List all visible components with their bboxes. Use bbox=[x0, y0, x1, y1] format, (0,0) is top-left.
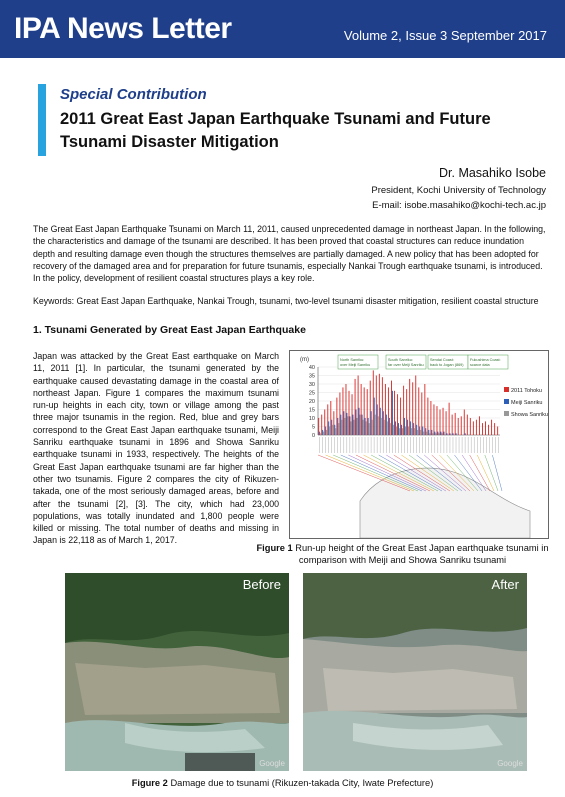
chart-legend-label: Showa Sanriku bbox=[511, 412, 548, 418]
before-aerial-image bbox=[65, 573, 289, 771]
chart-bar bbox=[374, 398, 375, 435]
chart-region-label: Sendai Coast: bbox=[430, 358, 454, 362]
chart-bar bbox=[381, 418, 382, 435]
chart-bar bbox=[427, 398, 428, 435]
author-email: E-mail: isobe.masahiko@kochi-tech.ac.jp bbox=[372, 200, 546, 211]
chart-bar bbox=[456, 433, 457, 435]
chart-region-label: Fukushima Coast: bbox=[470, 358, 501, 362]
chart-bar bbox=[485, 421, 486, 435]
chart-bar bbox=[384, 420, 385, 435]
chart-bar bbox=[417, 430, 418, 435]
chart-bar bbox=[491, 420, 492, 435]
chart-bar bbox=[367, 389, 368, 435]
chart-bar bbox=[359, 408, 360, 435]
figure-1-caption-text: Run-up height of the Great East Japan earthquake tsunami in comparison with Meiji and Showa Sanriku tsunami bbox=[292, 543, 549, 565]
chart-bar bbox=[419, 427, 420, 436]
chart-bar bbox=[421, 393, 422, 436]
chart-ytick-label: 20 bbox=[308, 399, 315, 405]
chart-bar bbox=[385, 384, 386, 435]
chart-bar bbox=[437, 432, 438, 435]
chart-bar bbox=[371, 411, 372, 435]
chart-bar bbox=[433, 404, 434, 435]
chart-bar bbox=[446, 411, 447, 435]
chart-bar bbox=[323, 432, 324, 435]
chart-bar bbox=[400, 398, 401, 435]
chart-bar bbox=[329, 427, 330, 436]
chart-bar bbox=[473, 421, 474, 435]
chart-ytick-label: 10 bbox=[308, 416, 315, 422]
chart-bar bbox=[346, 384, 347, 435]
chart-bar bbox=[443, 408, 444, 435]
chart-bar bbox=[416, 425, 417, 435]
chart-bar bbox=[319, 432, 320, 435]
chart-bar bbox=[422, 427, 423, 436]
chart-bar bbox=[330, 401, 331, 435]
issue-info: Volume 2, Issue 3 September 2017 bbox=[343, 28, 547, 43]
chart-ytick-label: 40 bbox=[308, 365, 315, 371]
chart-bar bbox=[325, 427, 326, 436]
chart-bar bbox=[356, 410, 357, 436]
chart-bar bbox=[388, 387, 389, 435]
chart-bar bbox=[373, 370, 374, 435]
chart-ylabel: (m) bbox=[300, 357, 309, 363]
chart-legend-label: Meiji Sanriku bbox=[511, 400, 543, 406]
figure-2 bbox=[65, 573, 527, 771]
chart-bar bbox=[423, 432, 424, 435]
chart-bar bbox=[344, 418, 345, 435]
chart-bar bbox=[372, 420, 373, 435]
chart-bar bbox=[420, 430, 421, 435]
figure-2-caption-label: Figure 2 bbox=[131, 778, 168, 788]
chart-bar bbox=[470, 418, 471, 435]
chart-bar bbox=[386, 415, 387, 435]
chart-bar bbox=[450, 433, 451, 435]
chart-bar bbox=[464, 410, 465, 436]
chart-bar bbox=[391, 381, 392, 435]
chart-bar bbox=[434, 432, 435, 435]
chart-bar bbox=[410, 421, 411, 435]
chart-bar bbox=[331, 420, 332, 435]
chart-bar bbox=[401, 425, 402, 435]
chart-bar bbox=[497, 427, 498, 436]
chart-leader-line bbox=[492, 455, 502, 491]
chart-bar bbox=[461, 416, 462, 435]
chart-bar bbox=[326, 430, 327, 435]
chart-bar bbox=[322, 430, 323, 435]
chart-bar bbox=[444, 432, 445, 435]
chart-bar bbox=[394, 391, 395, 435]
chart-ytick-label: 25 bbox=[308, 390, 315, 397]
chart-bar bbox=[404, 418, 405, 435]
chart-bar bbox=[382, 377, 383, 435]
chart-legend-swatch bbox=[504, 411, 509, 416]
chart-bar bbox=[396, 427, 397, 436]
chart-bar bbox=[369, 423, 370, 435]
chart-bar bbox=[393, 425, 394, 435]
chart-bar bbox=[428, 430, 429, 435]
chart-bar bbox=[437, 406, 438, 435]
chart-bar bbox=[407, 420, 408, 435]
chart-bar bbox=[479, 416, 480, 435]
chart-bar bbox=[390, 423, 391, 435]
chart-bar bbox=[405, 427, 406, 436]
before-photo bbox=[65, 573, 289, 771]
chart-bar bbox=[335, 428, 336, 435]
chart-bar bbox=[482, 423, 483, 435]
section-heading: 1. Tsunami Generated by Great East Japan Earthquake bbox=[33, 324, 306, 336]
chart-bar bbox=[430, 401, 431, 435]
chart-bar bbox=[342, 387, 343, 435]
chart-bar bbox=[432, 433, 433, 435]
chart-region-label: over Meiji Sanriku bbox=[340, 363, 371, 367]
chart-bar bbox=[414, 428, 415, 435]
chart-bar bbox=[347, 416, 348, 435]
chart-bar bbox=[352, 394, 353, 435]
chart-bar bbox=[353, 415, 354, 435]
before-label: Before bbox=[242, 577, 281, 592]
chart-legend-swatch bbox=[504, 387, 509, 392]
chart-bar bbox=[338, 423, 339, 435]
keywords: Keywords: Great East Japan Earthquake, Nankai Trough, tsunami, two-level tsunami disaster mitigation, resilient coastal structure bbox=[33, 296, 539, 306]
chart-bar bbox=[375, 415, 376, 435]
chart-region-label: South Sanriku: bbox=[388, 358, 413, 362]
chart-bar bbox=[339, 393, 340, 436]
chart-bar bbox=[409, 379, 410, 435]
chart-bar bbox=[449, 403, 450, 435]
chart-ytick-label: 30 bbox=[308, 382, 315, 388]
chart-bar bbox=[350, 421, 351, 435]
chart-bar bbox=[429, 433, 430, 435]
chart-bar bbox=[458, 418, 459, 435]
chart-bar bbox=[408, 427, 409, 436]
chart-bar bbox=[378, 416, 379, 435]
chart-bar bbox=[360, 415, 361, 435]
chart-bar bbox=[447, 433, 448, 435]
chart-bar bbox=[415, 376, 416, 436]
chart-bar bbox=[363, 420, 364, 435]
chart-coastline-map bbox=[360, 468, 530, 538]
chart-bar bbox=[406, 389, 407, 435]
chart-bar bbox=[349, 391, 350, 435]
chart-bar bbox=[411, 428, 412, 435]
chart-bar bbox=[318, 418, 319, 435]
figure-1-caption-label: Figure 1 bbox=[256, 543, 293, 553]
chart-bar bbox=[435, 433, 436, 435]
after-photo bbox=[303, 573, 527, 771]
chart-bar bbox=[368, 418, 369, 435]
chart-bar bbox=[364, 387, 365, 435]
chart-bar bbox=[389, 418, 390, 435]
chart-bar bbox=[494, 423, 495, 435]
chart-bar bbox=[336, 398, 337, 435]
chart-bar bbox=[425, 428, 426, 435]
chart-region-label: far over Meiji Sanriku bbox=[388, 363, 424, 367]
chart-legend-swatch bbox=[504, 399, 509, 404]
chart-region-label: back to Jogan (869) bbox=[430, 363, 464, 367]
chart-region-label: North Sanriku: bbox=[340, 358, 365, 362]
chart-bar bbox=[399, 428, 400, 435]
chart-bar bbox=[398, 423, 399, 435]
chart-bar bbox=[395, 421, 396, 435]
author-affiliation: President, Kochi University of Technology bbox=[371, 185, 546, 196]
chart-ytick-label: 15 bbox=[308, 407, 315, 414]
chart-bar bbox=[346, 413, 347, 435]
chart-bar bbox=[320, 433, 321, 435]
chart-bar bbox=[362, 415, 363, 435]
chart-bar bbox=[440, 432, 441, 435]
figure-2-caption-text: Damage due to tsunami (Rikuzen-takada City, Iwate Prefecture) bbox=[167, 778, 434, 788]
chart-bar bbox=[370, 381, 371, 435]
chart-bar bbox=[356, 418, 357, 435]
chart-ytick-label: 0 bbox=[311, 433, 315, 439]
chart-bar bbox=[358, 376, 359, 436]
chart-bar bbox=[332, 425, 333, 435]
chart-bar bbox=[438, 433, 439, 435]
chart-bar bbox=[392, 391, 393, 435]
chart-bar bbox=[465, 433, 466, 435]
chart-bar bbox=[376, 376, 377, 436]
chart-bar bbox=[426, 432, 427, 435]
google-watermark-after: Google bbox=[497, 759, 523, 768]
figure-1-chart bbox=[289, 350, 549, 539]
chart-leader-line bbox=[318, 455, 410, 491]
chart-bar bbox=[440, 410, 441, 436]
chart-bar bbox=[418, 387, 419, 435]
after-aerial-image bbox=[303, 573, 527, 771]
chart-bar bbox=[341, 420, 342, 435]
chart-bar bbox=[424, 384, 425, 435]
chart-bar bbox=[340, 415, 341, 435]
chart-bar bbox=[488, 425, 489, 435]
chart-bar bbox=[328, 421, 329, 435]
chart-bar bbox=[402, 428, 403, 435]
chart-bar bbox=[343, 411, 344, 435]
chart-bar bbox=[327, 404, 328, 435]
chart-bar bbox=[353, 420, 354, 435]
chart-bar bbox=[361, 384, 362, 435]
chart-bar bbox=[324, 410, 325, 436]
chart-bar bbox=[412, 382, 413, 435]
author-name: Dr. Masahiko Isobe bbox=[439, 166, 546, 180]
chart-bar bbox=[455, 413, 456, 435]
newsletter-title: IPA News Letter bbox=[14, 12, 232, 45]
chart-bar bbox=[476, 420, 477, 435]
chart-bar bbox=[377, 404, 378, 435]
chart-ytick-label: 35 bbox=[308, 373, 315, 380]
chart-bar bbox=[403, 386, 404, 435]
chart-region-label: scarce data bbox=[470, 363, 490, 367]
chart-bar bbox=[334, 425, 335, 435]
chart-bar bbox=[453, 433, 454, 435]
chart-bar bbox=[413, 423, 414, 435]
chart-bar bbox=[431, 430, 432, 435]
after-label: After bbox=[491, 577, 519, 592]
chart-bar bbox=[349, 416, 350, 435]
chart-legend-label: 2011 Tohoku bbox=[511, 388, 542, 394]
newsletter-header bbox=[0, 0, 565, 58]
chart-bar bbox=[387, 421, 388, 435]
figure-1-caption bbox=[250, 542, 555, 566]
chart-bar bbox=[333, 411, 334, 435]
article-title: 2011 Great East Japan Earthquake Tsunami and Future Tsunami Disaster Mitigation bbox=[60, 110, 491, 151]
chart-ytick-label: 5 bbox=[311, 424, 315, 431]
chart-bar bbox=[366, 421, 367, 435]
chart-bar bbox=[397, 394, 398, 435]
chart-bar bbox=[321, 415, 322, 435]
chart-bar bbox=[380, 408, 381, 435]
abstract: The Great East Japan Earthquake Tsunami on March 11, 2011, caused unprecedented damage in northeast Japan. In the following, the characteristics and damage of the tsunami are described. It has been proved that coastal structures can reduce inundation depth and resulting damage even though the structures themselves are partially damaged. A new policy that has been adopted for recovery of the damaged area and for preparation for future tsunamis, especially Nankai Trough earthquake tsunami, is introduced. In the policy, development of resilient coastal structures plays a key role. bbox=[33, 224, 546, 284]
chart-bar bbox=[467, 415, 468, 435]
section-accent-bar bbox=[38, 84, 46, 156]
runup-chart-svg bbox=[290, 351, 548, 538]
chart-bar bbox=[379, 374, 380, 435]
chart-bar bbox=[441, 433, 442, 435]
chart-bar bbox=[383, 411, 384, 435]
chart-bar bbox=[365, 418, 366, 435]
chart-bar bbox=[355, 379, 356, 435]
section-body: Japan was attacked by the Great East earthquake on March 11, 2011 [1]. In particular, the tsunami generated by the earthquake caused devastating damage in the coastal area of northeast Japan. Figure 1 compares the maximum tsunami run-up heights in each city, town or village among the past three major tsunamis in the region. Red, blue and grey bars correspond to the Great East Japan earthquake tsunami, Meiji Sanriku earthquake tsunami in 1896 and Showa Sanriku earthquake tsunami in 1933, respectively. The heights of the Great East Japan earthquake tsunami are far higher than the other two tsunamis. Figure 2 compares the city of Rikuzen-takada, one of the most seriously damaged areas, before and after the tsunami [2], [3]. The city, which had 23,000 populations, was totally inundated and 1,800 people were killed or missing. The total number of deaths and missing in Japan is 22,118 as of March 1, 2017. bbox=[33, 351, 279, 546]
chart-bar bbox=[337, 418, 338, 435]
chart-bar bbox=[452, 415, 453, 435]
figure-2-caption bbox=[0, 778, 565, 788]
section-label: Special Contribution bbox=[60, 86, 207, 103]
google-watermark-before: Google bbox=[259, 759, 285, 768]
